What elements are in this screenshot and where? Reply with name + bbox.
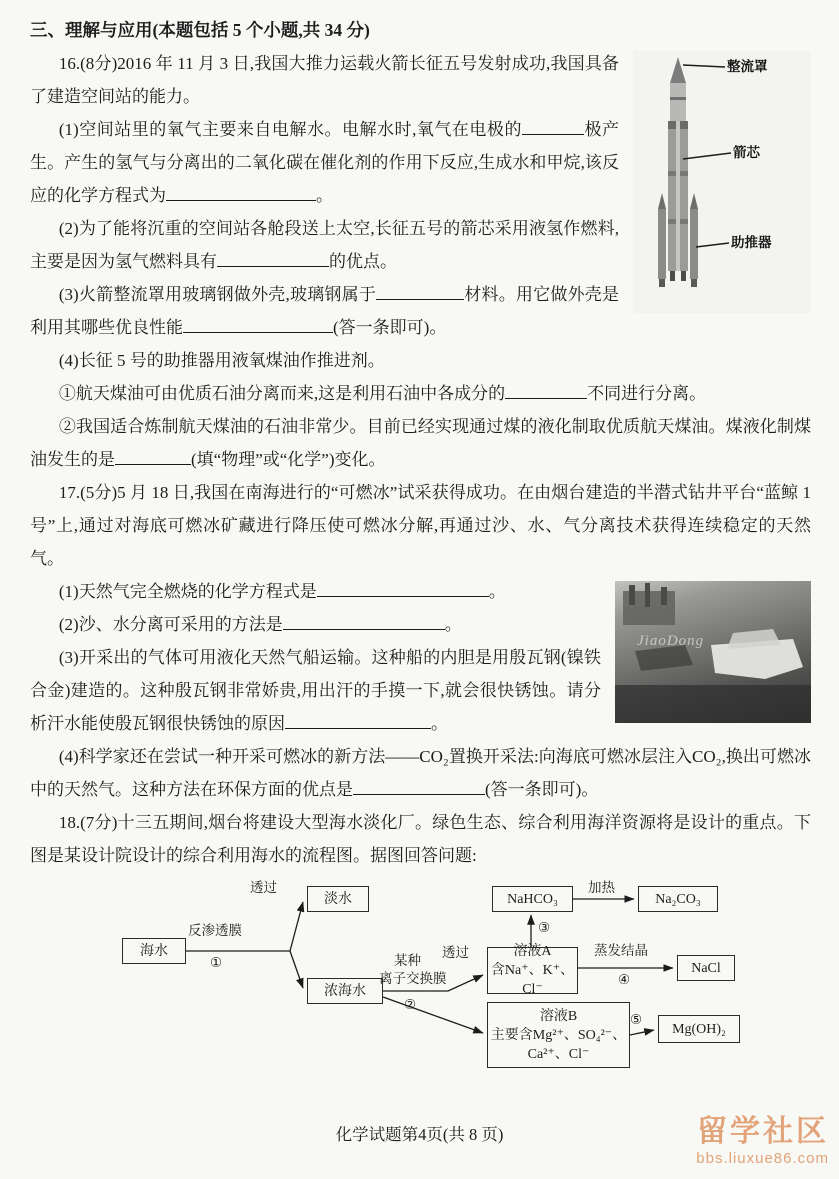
flow-node-concentrated-seawater: [307, 978, 383, 1004]
question-16: [30, 47, 811, 476]
solution-a-title: 溶液A: [513, 944, 552, 959]
flow-label-membrane-1: 某种: [394, 953, 421, 968]
flow-node-freshwater: [307, 886, 369, 912]
watermark-site-url: bbs.liuxue86.com: [696, 1150, 829, 1167]
solution-b-title: 溶液B: [539, 1008, 578, 1024]
flow-label-pass-a: 透过: [250, 880, 277, 895]
flow-node-freshwater-label: 淡水: [324, 891, 352, 907]
q16-p3-text-a: (3)火箭整流罩用玻璃钢做外壳,玻璃钢属于: [58, 285, 377, 304]
site-watermark: [696, 1115, 829, 1169]
flow-node-na2co3-label: Na₂CO₃: [655, 891, 701, 907]
q16-p5-text-a: ①航天煤油可由优质石油分离而来,这是利用石油中各成分的: [58, 384, 506, 403]
q18-intro-text: 18.(7分)十三五期间,烟台将建设大型海水淡化厂。绿色生态、综合利用海洋资源将是设计的重点。下图是某设计院设计的综合利用海水的流程图。据图回答问题:: [30, 813, 811, 865]
q17-p3-text-b: 。: [431, 714, 448, 733]
rocket-label-booster: 助推器: [731, 235, 772, 250]
section-header: 三、理解与应用(本题包括 5 个小题,共 34 分): [30, 20, 370, 40]
flow-node-na2co3: [638, 886, 718, 912]
q16-p6-text-a: ②我国适合炼制航天煤油的石油非常少。目前已经实现通过煤的液化制取优质航天煤油。煤液化制煤油发生的是: [30, 417, 811, 469]
flow-label-step5: ⑤: [630, 1012, 643, 1027]
q16-p2-text-a: (2)为了能将沉重的空间站各舱段送上太空,长征五号的箭芯采用液氢作燃料,主要是因为氢气燃料具有: [30, 219, 619, 271]
q17-p1-text-a: (1)天然气完全燃烧的化学方程式是: [58, 582, 317, 601]
rocket-photo: [633, 51, 811, 313]
flow-node-solution-b: [487, 1002, 630, 1068]
q18-intro: [30, 806, 811, 872]
solution-b-ions-2: Ca²⁺、Cl⁻: [527, 1046, 590, 1062]
q17-p4-text-b: (答一条即可)。: [485, 780, 599, 799]
flow-node-mgoh2-label: Mg(OH)₂: [672, 1021, 726, 1037]
question-18: [30, 806, 811, 1078]
q16-part4: [30, 344, 811, 377]
flow-label-heat: 加热: [588, 880, 615, 895]
solution-b-ions-1: 主要含Mg²⁺、SO₄²⁻、: [490, 1027, 627, 1043]
rocket-label-fairing: 整流罩: [727, 59, 768, 74]
q17-intro: [30, 476, 811, 575]
q17-part4: [30, 740, 811, 806]
flow-node-nacl: [677, 955, 735, 981]
flow-label-step3: ③: [538, 920, 551, 935]
answer-blank: [217, 252, 329, 267]
answer-blank: [317, 582, 489, 597]
flow-label-reverse-osmosis: 反渗透膜: [188, 923, 242, 938]
answer-blank: [376, 285, 464, 300]
answer-blank: [522, 120, 584, 135]
answer-blank: [353, 780, 485, 795]
watermark-site-name: 留学社区: [697, 1115, 829, 1148]
q16-p6-text-b: (填“物理”或“化学”)变化。: [191, 450, 386, 469]
q16-p4-text: (4)长征 5 号的助推器用液氧煤油作推进剂。: [58, 351, 385, 370]
flow-node-nahco3-label: NaHCO₃: [507, 891, 558, 907]
q16-p3-text-b: 材料。用它做外壳是利用其哪些优良性能: [30, 285, 620, 337]
photo-watermark: JiaoDong: [637, 633, 705, 649]
q16-p1-text-a: (1)空间站里的氧气主要来自电解水。电解水时,氧气在电极的: [58, 120, 522, 139]
flow-node-seawater: [122, 938, 186, 964]
flow-node-seawater-label: 海水: [140, 943, 168, 959]
q16-intro-text: 16.(8分)2016 年 11 月 3 日,我国大推力运载火箭长征五号发射成功,我国具备了建造空间站的能力。: [30, 54, 619, 106]
answer-blank: [283, 615, 445, 630]
q16-p5-text-b: 不同进行分离。: [587, 384, 707, 403]
q17-p2-text-b: 。: [444, 615, 462, 634]
q17-p1-text-b: 。: [488, 582, 506, 601]
flow-label-step1: ①: [210, 955, 223, 970]
q16-part4-1: [30, 377, 811, 410]
seawater-flowchart: [82, 878, 822, 1078]
flow-label-pass-b: 透过: [442, 945, 469, 960]
flow-node-nahco3: [492, 886, 573, 912]
rocket-figure: [633, 51, 811, 313]
answer-blank: [115, 450, 191, 465]
flow-label-step2: ②: [404, 997, 417, 1012]
answer-blank: [183, 318, 333, 333]
q16-p3-text-c: (答一条即可)。: [333, 318, 447, 337]
q16-p2-text-b: 的优点。: [329, 252, 397, 271]
page-footer: 化学试题第4页(共 8 页): [335, 1125, 504, 1144]
rocket-label-core: 箭芯: [733, 145, 760, 160]
ship-photo: [615, 581, 811, 723]
question-17: [30, 476, 811, 806]
q17-p3-text-a: (3)开采出的气体可用液化天然气船运输。这种船的内胆是用殷瓦钢(镍铁合金)建造的。这种殷瓦钢非常娇贵,用出汗的手摸一下,就会很快锈蚀。请分析汗水能使殷瓦钢很快锈蚀的原因: [30, 648, 601, 733]
flow-label-membrane-2: 离子交换膜: [379, 971, 447, 986]
answer-blank: [505, 384, 587, 399]
q16-p1-text-b: 极产生。产生的氢气与分离出的二氧化碳在催化剂的作用下反应,生成水和甲烷,该反应的化学方程式为: [30, 120, 620, 205]
solution-a-ions: 含Na⁺、K⁺、Cl⁻: [490, 963, 575, 997]
q16-part4-2: [30, 410, 811, 476]
q17-intro-text: 17.(5分)5 月 18 日,我国在南海进行的“可燃冰”试采获得成功。在由烟台建造的半潜式钻井平台“蓝鲸 1 号”上,通过对海底可燃冰矿藏进行降压使可燃冰分解,再通过沙、水、气分离技术获得连续稳定的天然气。: [30, 483, 811, 568]
flow-node-nacl-label: NaCl: [691, 960, 721, 976]
answer-blank: [285, 714, 431, 729]
flow-node-solution-a: [487, 944, 578, 997]
q16-p1-text-c: 。: [316, 186, 333, 205]
q17-p4-text-a: (4)科学家还在尝试一种开采可燃冰的新方法——CO₂置换开采法:向海底可燃冰层注入CO₂,换出可燃冰中的天然气。这种方法在环保方面的优点是: [30, 747, 811, 799]
flow-node-concentrated-label: 浓海水: [324, 983, 366, 999]
q17-p2-text-a: (2)沙、水分离可采用的方法是: [58, 615, 283, 634]
answer-blank: [166, 186, 316, 201]
flow-label-evaporate: 蒸发结晶: [594, 943, 648, 958]
flow-node-mgoh2: [658, 1015, 740, 1043]
flow-label-step4: ④: [618, 972, 631, 987]
